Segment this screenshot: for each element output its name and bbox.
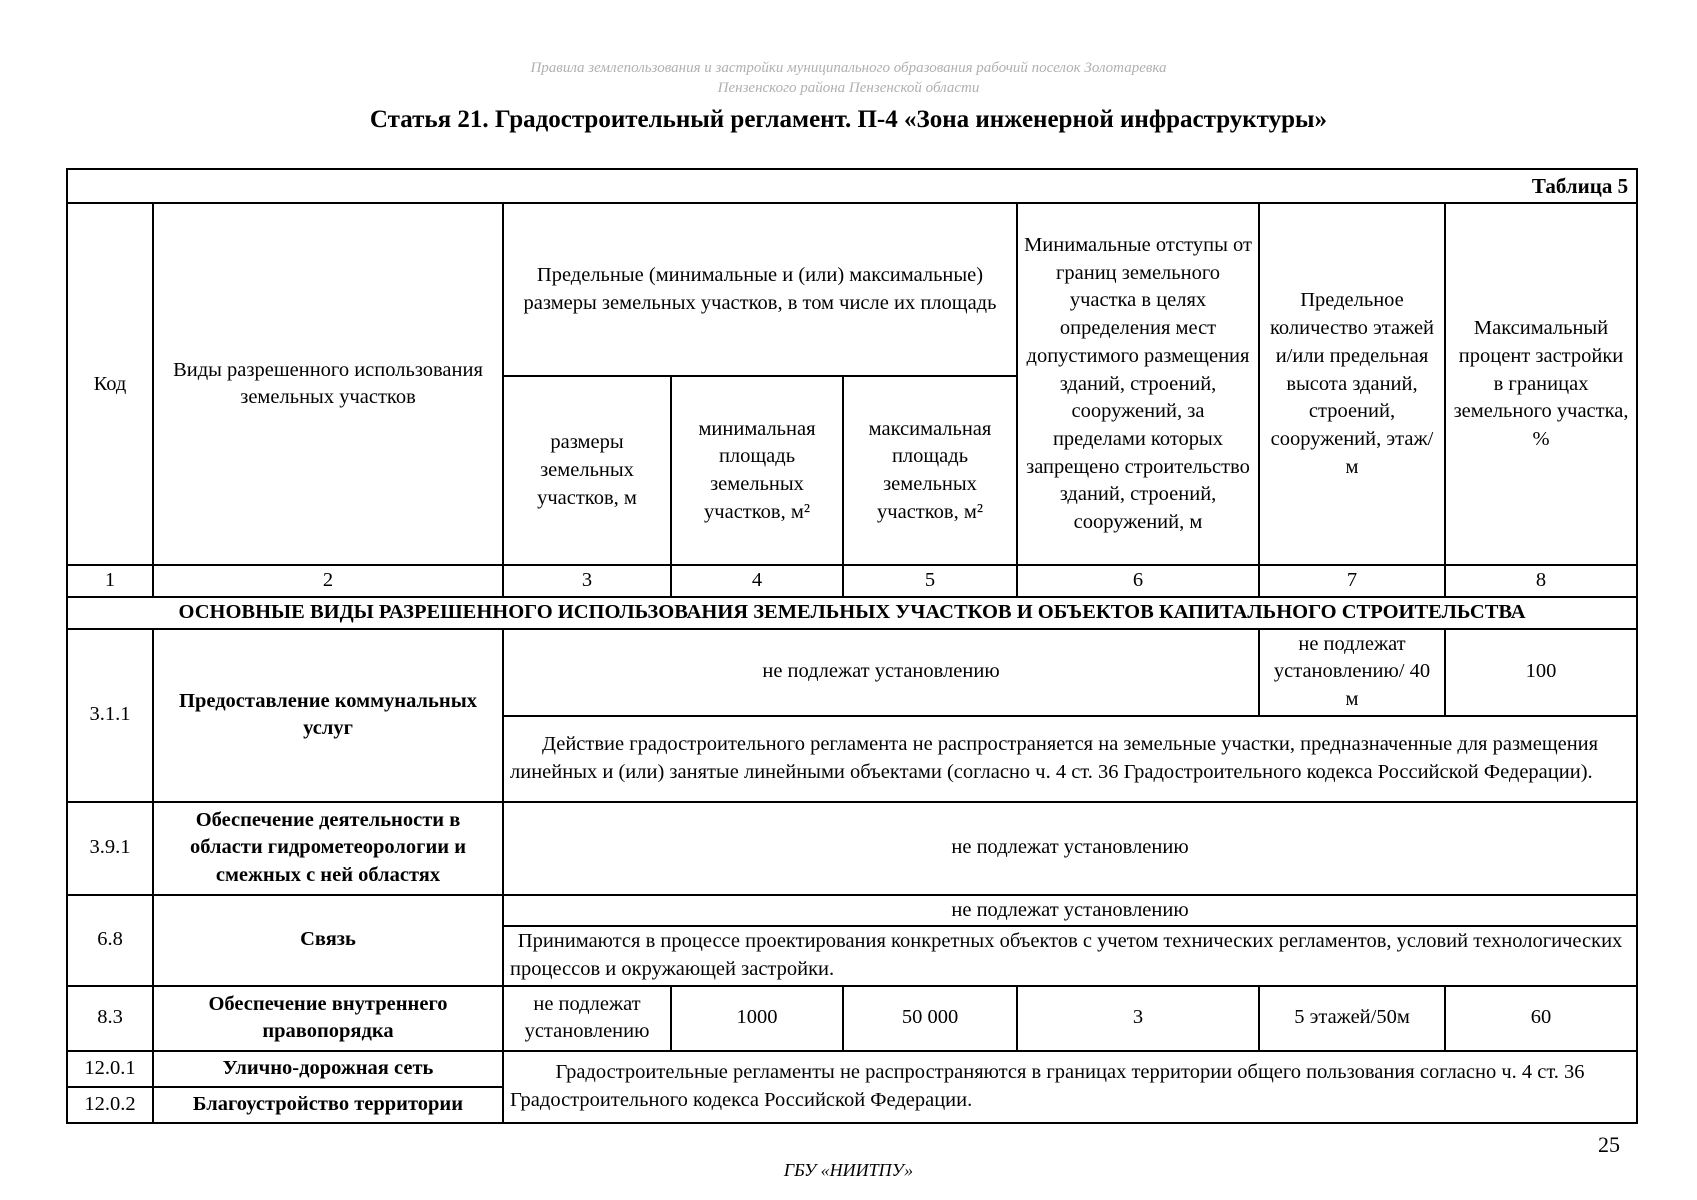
header-limits-group: Предельные (минимальные и (или) максимальные) размеры земельных участков, в том числе их площадь xyxy=(503,203,1017,376)
row-note: Градостроительные регламенты не распространяются в границах территории общего пользования согласно ч. 4 ст. 36 Градостроительного кодекса Российской Федерации. xyxy=(503,1051,1637,1123)
row-note: Действие градостроительного регламента не распространяется на земельные участки, предназначенные для размещения линейных и (или) занятые линейными объектами (согласно ч. 4 ст. 36 Градостроительного кодекса Российской Федерации). xyxy=(503,716,1637,802)
header-max-area: максимальная площадь земельных участков, м² xyxy=(843,376,1017,565)
table-row xyxy=(67,1051,1637,1087)
section-title: ОСНОВНЫЕ ВИДЫ РАЗРЕШЕННОГО ИСПОЛЬЗОВАНИЯ ЗЕМЕЛЬНЫХ УЧАСТКОВ И ОБЪЕКТОВ КАПИТАЛЬНОГО СТРОИТЕЛЬСТВА xyxy=(67,597,1637,629)
table-row xyxy=(67,986,1637,1051)
row-use-name: Благоустройство территории xyxy=(153,1087,503,1123)
row-code: 3.1.1 xyxy=(67,629,153,802)
row-code: 8.3 xyxy=(67,986,153,1051)
row-value: не подлежат установлению xyxy=(503,895,1637,927)
footer-organization: ГБУ «НИИТПУ» xyxy=(783,1160,914,1180)
column-number: 5 xyxy=(843,565,1017,597)
row-use-name: Обеспечение внутреннего правопорядка xyxy=(153,986,503,1051)
table-row xyxy=(67,895,1637,927)
table-label: Таблица 5 xyxy=(67,169,1637,203)
column-number: 1 xyxy=(67,565,153,597)
row-use-name: Обеспечение деятельности в области гидрометеорологии и смежных с ней областях xyxy=(153,802,503,895)
running-header-line-2: Пензенского района Пензенской области xyxy=(717,80,980,96)
row-limits-value: не подлежат установлению xyxy=(503,629,1259,716)
header-setbacks: Минимальные отступы от границ земельного участка в целях определения мест допустимого размещения зданий, строений, сооружений, за пределами которых запрещено строительство зданий, строений, сооружений, м xyxy=(1017,203,1259,565)
running-header xyxy=(0,58,1697,98)
header-use-type: Виды разрешенного использования земельных участков xyxy=(153,203,503,565)
row-code: 12.0.1 xyxy=(67,1051,153,1087)
row-floors-value: не подлежат установлению/ 40 м xyxy=(1259,629,1445,716)
running-header-line-1: Правила землепользования и застройки муниципального образования рабочий поселок Золотаревка xyxy=(530,60,1167,76)
column-number: 3 xyxy=(503,565,671,597)
column-numbers-row xyxy=(67,565,1637,597)
table-row xyxy=(67,802,1637,895)
row-floors-value: 5 этажей/50м xyxy=(1259,986,1445,1051)
column-number: 7 xyxy=(1259,565,1445,597)
column-number: 2 xyxy=(153,565,503,597)
row-size-value: не подлежат установлению xyxy=(503,986,671,1051)
regulation-table xyxy=(66,168,1638,1124)
header-coverage: Максимальный процент застройки в границах земельного участка, % xyxy=(1445,203,1637,565)
row-use-name: Улично-дорожная сеть xyxy=(153,1051,503,1087)
page-number: 25 xyxy=(1598,1132,1620,1157)
header-code: Код xyxy=(67,203,153,565)
row-max-area-value: 50 000 xyxy=(843,986,1017,1051)
row-coverage-value: 100 xyxy=(1445,629,1637,716)
row-use-name: Связь xyxy=(153,895,503,986)
row-use-name: Предоставление коммунальных услуг xyxy=(153,629,503,802)
row-note: Принимаются в процессе проектирования конкретных объектов с учетом технических регламентов, условий технологических процессов и окружающей застройки. xyxy=(503,926,1637,985)
header-min-area: минимальная площадь земельных участков, м² xyxy=(671,376,843,565)
row-min-area-value: 1000 xyxy=(671,986,843,1051)
row-coverage-value: 60 xyxy=(1445,986,1637,1051)
header-floors: Предельное количество этажей и/или предельная высота зданий, строений, сооружений, этаж/м xyxy=(1259,203,1445,565)
column-number: 4 xyxy=(671,565,843,597)
row-code: 3.9.1 xyxy=(67,802,153,895)
article-title: Статья 21. Градостроительный регламент. П-4 «Зона инженерной инфраструктуры» xyxy=(369,106,1328,133)
row-code: 6.8 xyxy=(67,895,153,986)
column-number: 8 xyxy=(1445,565,1637,597)
row-setback-value: 3 xyxy=(1017,986,1259,1051)
header-size: размеры земельных участков, м xyxy=(503,376,671,565)
column-number: 6 xyxy=(1017,565,1259,597)
row-value: не подлежат установлению xyxy=(503,802,1637,895)
row-code: 12.0.2 xyxy=(67,1087,153,1123)
table-row xyxy=(67,629,1637,716)
